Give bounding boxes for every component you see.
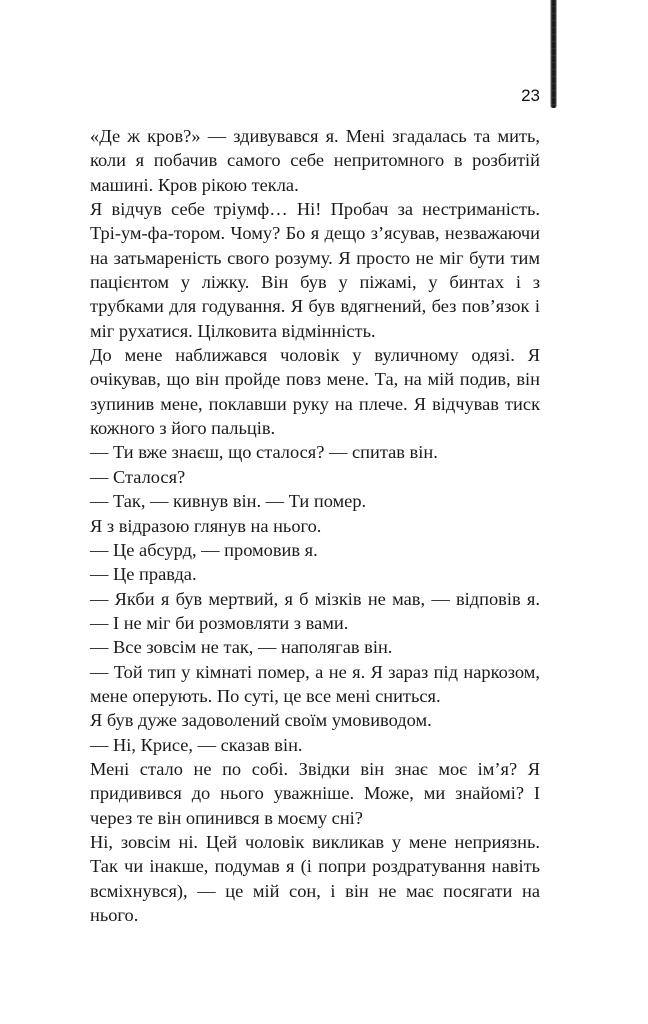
paragraph-5: — Сталося?	[90, 466, 186, 487]
paragraph-6: — Так, — кивнув він. — Ти помер.	[90, 491, 367, 512]
paragraph-7: Я з відразою глянув на нього.	[90, 515, 322, 536]
paragraph-12: — Той тип у кімнаті помер, а не я. Я зараз під наркозом, мене оперують. По суті, це все мені сниться.	[90, 661, 540, 706]
paragraph-2: Я відчув себе тріумф… Ні! Пробач за нестриманість. Трі-ум-фа-тором. Чому? Бо я дещо з’ясував, незважаючи на затьмареність свого розуму. Я просто не міг бути тим пацієнтом у ліжку. Він був у піжамі, у бинтах і з трубками для годування. Я був вдягнений, без пов’язок і міг рухатися. Цілковита відмінність.	[90, 199, 540, 341]
paragraph-3: До мене наближався чоловік у вуличному одязі. Я очікував, що він пройде повз мене. Та, на мій подив, він зупинив мене, поклавши руку на плече. Я відчував тиск кожного з його пальців.	[90, 345, 540, 439]
paragraph-9: — Це правда.	[90, 564, 197, 585]
paragraph-8: — Це абсурд, — промовив я.	[90, 539, 318, 560]
paragraph-16: Ні, зовсім ні. Цей чоловік викликав у мене неприязнь. Так чи інакше, подумав я (і попри роздратування навіть всміхнувся), — це мій сон, і він не має посягати на нього.	[90, 831, 540, 925]
paragraph-1: «Де ж кров?» — здивувався я. Мені згадалась та мить, коли я побачив самого себе непритомного в розбитій машині. Кров рікою текла.	[90, 126, 540, 195]
paragraph-10: — Якби я був мертвий, я б мізків не мав, — відповів я. — І не міг би розмовляти з вами.	[90, 588, 540, 633]
paragraph-11: — Все зовсім не так, — наполягав він.	[90, 637, 393, 658]
paragraph-4: — Ти вже знаєш, що сталося? — спитав він.	[90, 442, 438, 463]
page-edge-marker	[550, 0, 557, 108]
body-text	[90, 124, 540, 927]
paragraph-13: Я був дуже задоволений своїм умовиводом.	[90, 710, 432, 731]
paragraph-14: — Ні, Крисе, — сказав він.	[90, 734, 303, 755]
page-number: 23	[521, 86, 540, 105]
paragraph-15: Мені стало не по собі. Звідки він знає моє ім’я? Я придивився до нього уважніше. Може, ми знайомі? І через те він опинився в моєму сні?	[90, 758, 540, 828]
